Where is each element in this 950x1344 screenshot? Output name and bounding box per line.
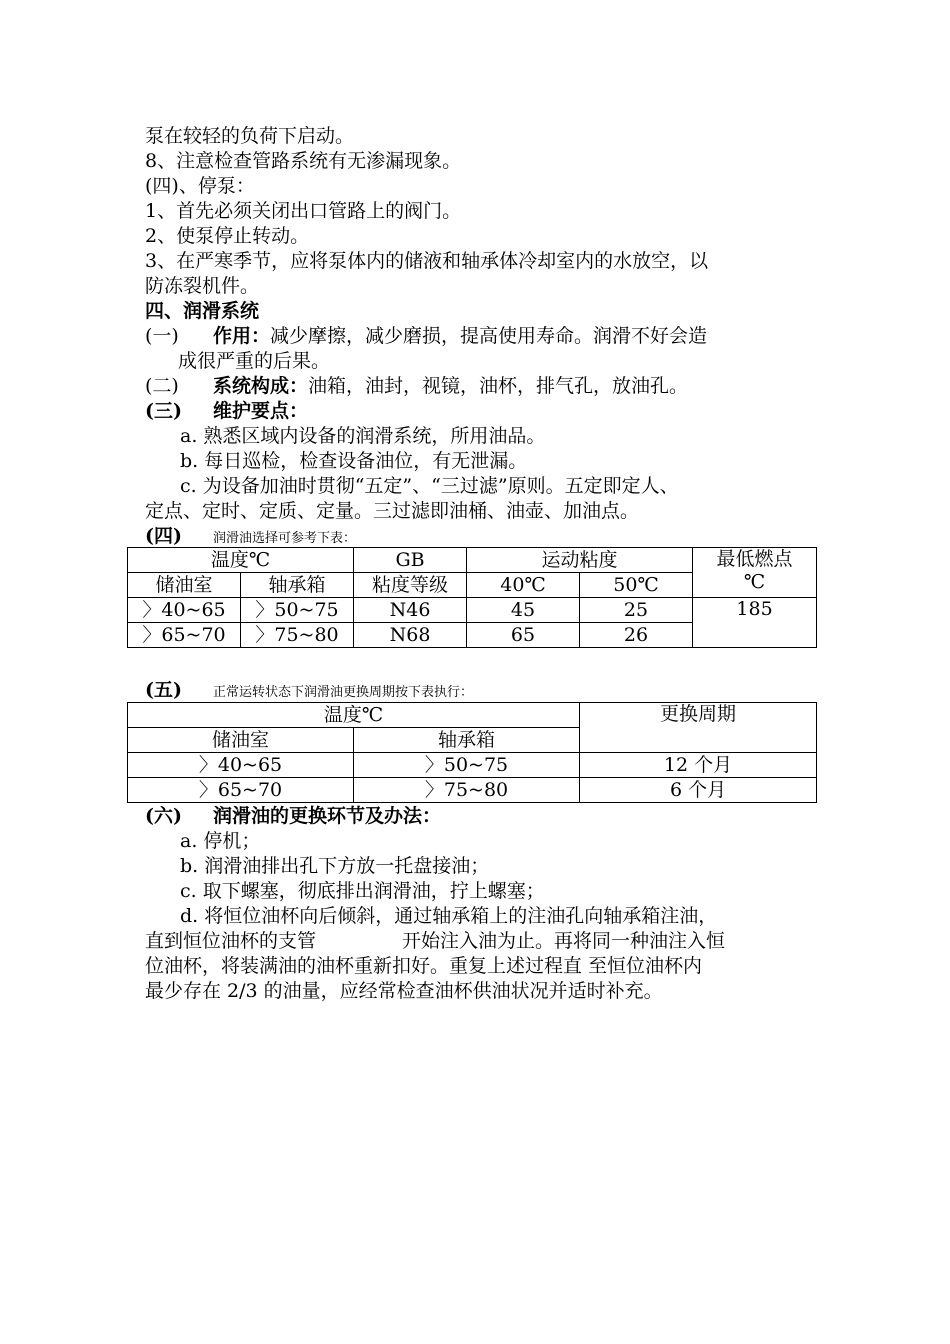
cell: 〉65~70 [128,778,354,803]
item-text: 减少摩擦，减少磨损，提高使用寿命。润滑不好会造 [270,325,708,347]
text-line: 成很严重的后果。 [178,350,331,372]
list-item: c. 为设备加油时贯彻“五定”、“三过滤”原则。五定即定人、 [180,475,679,497]
header-flash-unit: ℃ [743,571,766,593]
text-line: 位油杯，将装满油的油杯重新扣好。重复上述过程直 至恒位油杯内 [145,955,703,977]
cell: 65 [467,623,580,648]
text-line: (四)、停泵： [145,175,255,197]
item-number: (六) [145,805,182,827]
list-item: a. 熟悉区域内设备的润滑系统，所用油品。 [180,425,546,447]
cell: 6 个月 [580,778,817,803]
cell: 〉40~65 [128,598,241,623]
header-temperature: 温度℃ [128,703,580,728]
header-flash-label: 最低燃点 [716,548,793,570]
header-bearing-box: 轴承箱 [241,573,354,598]
list-item: d. 将恒位油杯向后倾斜，通过轴承箱上的注油孔向轴承箱注油， [180,905,718,927]
table-caption: 正常运转状态下润滑油更换周期按下表执行： [213,685,474,700]
text-line: 1、首先必须关闭出口管路上的阀门。 [145,200,462,222]
cell: 〉40~65 [128,753,354,778]
text-line: 定点、定时、定质、定量。三过滤即油桶、油壶、加油点。 [145,500,640,522]
text-line: 3、在严寒季节，应将泵体内的储液和轴承体冷却室内的水放空，以 [145,250,709,272]
cell: 〉65~70 [128,623,241,648]
cell: 〉50~75 [241,598,354,623]
text-segment: 开始注入油为止。再将同一种油注入恒 [402,930,726,952]
list-item: b. 每日巡检，检查设备油位，有无泄漏。 [180,450,528,472]
item-number: (一) [145,325,179,347]
cell: 12 个月 [580,753,817,778]
item-number: (三) [145,400,182,422]
cell: 45 [467,598,580,623]
text-line: 防冻裂机件。 [145,275,260,297]
item-number: (五) [145,679,182,701]
table-caption: 润滑油选择可参考下表： [213,531,357,546]
header-bearing-box: 轴承箱 [354,728,580,753]
header-flash-point [693,548,817,598]
text-line: 最少存在 2/3 的油量，应经常检查油杯供油状况并适时补充。 [145,980,663,1002]
cell: 〉75~80 [354,778,580,803]
header-temperature: 温度℃ [128,548,354,573]
text-line: 8、注意检查管路系统有无渗漏现象。 [145,150,462,172]
oil-change-period-table [127,702,817,803]
cell: 26 [580,623,693,648]
item-3 [145,399,308,423]
item-label: 系统构成： [213,375,309,397]
cell: 25 [580,598,693,623]
flash-point-value: 185 [693,598,817,648]
text-segment: 直到恒位油杯的支管 [145,930,317,952]
item-6 [145,804,441,828]
header-viscosity: 运动粘度 [467,548,693,573]
cell: 〉50~75 [354,753,580,778]
cell: N68 [354,623,467,648]
list-item: b. 润滑油排出孔下方放一托盘接油； [180,855,490,877]
table-row [128,753,817,778]
item-label: 作用： [213,325,271,347]
item-2 [145,374,688,398]
header-gb: GB [354,548,467,573]
item-number: (二) [145,375,179,397]
list-item: a. 停机； [180,830,261,852]
header-grade: 粘度等级 [354,573,467,598]
item-1 [145,324,707,348]
text-line [145,929,725,953]
header-40c: 40℃ [467,573,580,598]
header-50c: 50℃ [580,573,693,598]
cell: 〉75~80 [241,623,354,648]
text-line: 2、使泵停止转动。 [145,225,310,247]
item-label: 润滑油的更换环节及办法： [213,805,442,827]
text-line: 泵在较轻的负荷下启动。 [145,125,355,147]
item-label: 维护要点： [213,400,309,422]
header-oil-chamber: 储油室 [128,573,241,598]
section-heading: 四、润滑系统 [145,300,260,322]
item-5 [145,678,473,705]
header-oil-chamber: 储油室 [128,728,354,753]
cell: N46 [354,598,467,623]
item-number: (四) [145,525,182,547]
table-row [128,598,817,623]
list-item: c. 取下螺塞，彻底排出润滑油，拧上螺塞； [180,880,545,902]
table-row [128,778,817,803]
lubricant-selection-table [127,547,817,648]
item-text: 油箱，油封，视镜，油杯，排气孔，放油孔。 [308,375,689,397]
header-change-period: 更换周期 [580,703,817,753]
